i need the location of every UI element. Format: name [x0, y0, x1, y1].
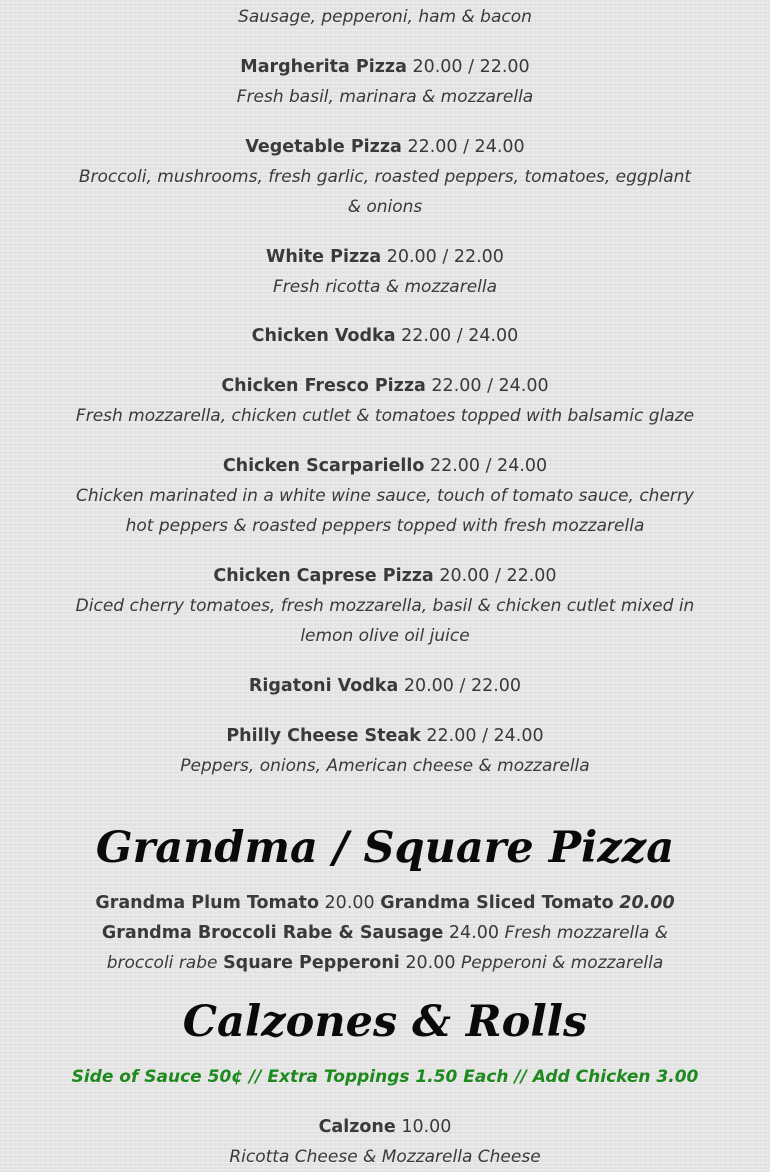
item-price: 20.00 [619, 893, 675, 913]
addons-note: Side of Sauce 50¢ // Extra Toppings 1.50 Each // Add Chicken 3.00 [71, 1067, 699, 1087]
menu-item-calzone [20, 1112, 750, 1172]
item-price: 20.00 [405, 953, 456, 973]
item-name: Rigatoni Vodka [248, 676, 399, 696]
menu-item-chicken-caprese [20, 561, 750, 651]
item-name: Calzone [318, 1117, 396, 1137]
item-description: Sausage, pepperoni, ham & bacon [238, 7, 532, 27]
item-price: 22.00 / 24.00 [426, 726, 544, 746]
item-name: Chicken Fresco Pizza [221, 376, 426, 396]
item-description: Broccoli, mushrooms, fresh garlic, roasted peppers, tomatoes, eggplant & onions [78, 167, 692, 217]
item-price: 22.00 / 24.00 [401, 326, 519, 346]
item-description: Peppers, onions, American cheese & mozzarella [180, 756, 590, 776]
item-price: 22.00 / 24.00 [431, 376, 549, 396]
item-price: 22.00 / 24.00 [407, 137, 525, 157]
item-name: Chicken Scarpariello [222, 456, 425, 476]
item-name: Grandma Plum Tomato [95, 893, 319, 913]
menu-item-chicken-vodka [20, 321, 750, 351]
item-name: Grandma Sliced Tomato [380, 893, 614, 913]
item-description: Fresh mozzarella & broccoli rabe [106, 923, 669, 973]
menu-item-vegetable [20, 132, 750, 222]
grandma-items [20, 888, 750, 978]
menu-item-white [20, 242, 750, 302]
item-name: Chicken Vodka [251, 326, 396, 346]
item-name: Chicken Caprese Pizza [213, 566, 434, 586]
item-description: Fresh basil, marinara & mozzarella [236, 87, 534, 107]
item-description: Diced cherry tomatoes, fresh mozzarella, basil & chicken cutlet mixed in lemon olive oil juice [75, 596, 695, 646]
item-description: Ricotta Cheese & Mozzarella Cheese [229, 1147, 541, 1167]
item-name: Philly Cheese Steak [226, 726, 421, 746]
menu-item-chicken-fresco [20, 371, 750, 431]
item-name: Margherita Pizza [240, 57, 407, 77]
item-price: 20.00 [324, 893, 375, 913]
menu-item-chicken-scarpariello [20, 451, 750, 541]
item-price: 20.00 / 22.00 [386, 247, 504, 267]
item-name: White Pizza [266, 247, 382, 267]
item-name: Grandma Broccoli Rabe & Sausage [101, 923, 444, 943]
item-price: 20.00 / 22.00 [412, 57, 530, 77]
menu-item-margherita [20, 52, 750, 112]
item-price: 10.00 [401, 1117, 452, 1137]
item-price: 20.00 / 22.00 [439, 566, 557, 586]
item-description: Fresh mozzarella, chicken cutlet & tomatoes topped with balsamic glaze [75, 406, 695, 426]
menu-item-rigatoni-vodka [20, 671, 750, 701]
item-price: 24.00 [448, 923, 500, 943]
section-title-calzones: Calzones & Rolls [182, 997, 588, 1047]
item-price: 22.00 / 24.00 [429, 456, 548, 476]
item-price: 20.00 / 22.00 [403, 676, 522, 696]
menu-item-philly-cheese-steak [20, 721, 750, 781]
item-description: Chicken marinated in a white wine sauce, touch of tomato sauce, cherry hot peppers & roasted peppers topped with fresh mozzarella [76, 486, 694, 536]
item-name: Vegetable Pizza [245, 137, 402, 157]
item-description: Pepperoni & mozzarella [461, 953, 664, 973]
item-name: Square Pepperoni [223, 953, 400, 973]
item-description: Fresh ricotta & mozzarella [272, 277, 498, 297]
section-title-grandma: Grandma / Square Pizza [95, 823, 675, 873]
